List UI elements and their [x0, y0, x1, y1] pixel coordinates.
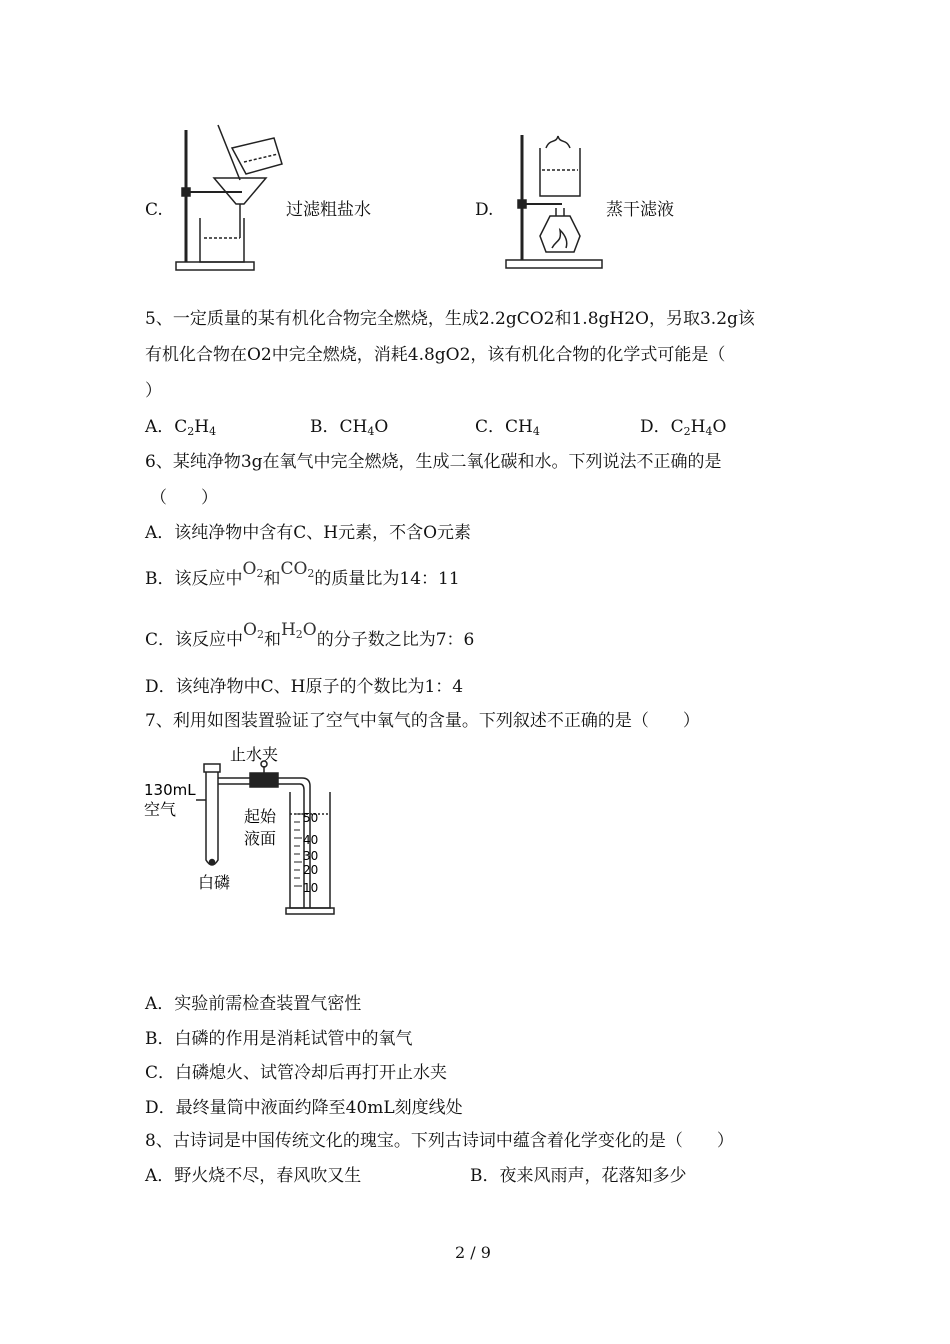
q6-option-b-o-sub: 2 [256, 567, 264, 580]
start-label-2: 液面 [244, 829, 277, 848]
q7-option-a: A．实验前需检查装置气密性 [145, 994, 362, 1014]
q5-line-1: 5、一定质量的某有机化合物完全燃烧，生成2.2gCO2和1.8gH2O，另取3.2g该 [145, 309, 755, 329]
q5-option-b-label: B． [310, 417, 340, 437]
q7-option-c: C．白磷熄火、试管冷却后再打开止水夹 [145, 1063, 448, 1083]
q5-option-a-sub: 2 [187, 425, 195, 438]
filtration-drawing [170, 120, 290, 280]
q5-option-a-label: A． [145, 417, 175, 437]
q6-option-b-co-sub: 2 [307, 567, 315, 580]
phosphorus-label: 白磷 [198, 873, 231, 892]
q7-option-d: D．最终量筒中液面约降至40mL刻度线处 [145, 1098, 463, 1118]
q6-option-c-h-sub: 2 [295, 628, 303, 641]
q5-option-b-sub: 4 [367, 425, 375, 438]
tick-label: 40 [303, 833, 319, 847]
q5-option-d-sub-2: 4 [705, 425, 713, 438]
q6-option-a: A．该纯净物中含有C、H元素，不含O元素 [145, 523, 472, 543]
q5-option-d [640, 416, 726, 443]
filtration-figure [170, 120, 290, 280]
q6-option-b-formula-co2 [280, 558, 314, 585]
q6-option-b-co: CO [280, 559, 308, 579]
q5-option-b-formula: CH [339, 417, 368, 437]
tick-label: 30 [303, 849, 319, 863]
q5-line-3: ） [145, 381, 162, 401]
q6-option-c [145, 620, 475, 656]
q6-option-c-and: 和 [263, 630, 281, 650]
q6-option-b-o: O [242, 559, 257, 579]
evaporation-drawing [500, 130, 610, 280]
air-label: 空气 [144, 800, 177, 819]
q5-line-2: 有机化合物在O2中完全燃烧，消耗4.8gO2，该有机化合物的化学式可能是（ [145, 345, 726, 365]
q6-option-c-h: H [280, 620, 296, 640]
q6-option-c-prefix: C．该反应中 [145, 630, 244, 650]
q6-option-b [145, 559, 460, 595]
start-label-1: 起始 [244, 807, 277, 826]
q5-option-a-formula-2: H [194, 417, 210, 437]
q6-option-b-prefix: B．该反应中 [145, 569, 243, 589]
q6-stem: 6、某纯净物3g在氧气中完全燃烧，生成二氧化碳和水。下列说法不正确的是 [145, 452, 722, 472]
q6-option-c-formula-o2 [243, 619, 264, 646]
q5-option-d-formula-3: O [712, 417, 727, 437]
q8-stem: 8、古诗词是中国传统文化的瑰宝。下列古诗词中蕴含着化学变化的是（ ） [145, 1131, 734, 1151]
option-d-letter: D. [475, 200, 494, 220]
option-c-caption: 过滤粗盐水 [286, 200, 371, 220]
q5-option-b-formula-2: O [374, 417, 389, 437]
q5-option-c-label: C． [475, 417, 506, 437]
q7-option-b: B．白磷的作用是消耗试管中的氧气 [145, 1029, 413, 1049]
q5-option-c-formula: CH [505, 417, 533, 437]
q5-option-a [145, 416, 216, 443]
tick-label: 20 [303, 863, 319, 877]
q5-option-d-formula: C [670, 417, 684, 437]
q6-option-c-o-sub: 2 [256, 628, 264, 641]
tick-label: 50 [303, 811, 319, 825]
page-number: 2 / 9 [455, 1243, 491, 1262]
q7-apparatus-figure [140, 740, 360, 920]
option-c-letter: C. [145, 200, 163, 220]
q5-option-a-sub-2: 4 [209, 425, 217, 438]
q6-option-d: D．该纯净物中C、H原子的个数比为1：4 [145, 677, 464, 697]
q5-option-a-formula: C [174, 417, 188, 437]
clamp-label: 止水夹 [230, 745, 279, 764]
q5-option-d-formula-2: H [690, 417, 706, 437]
q5-option-c [475, 416, 540, 443]
q6-option-c-h2o-o: O [302, 620, 317, 640]
volume-label: 130mL [144, 781, 196, 799]
q5-option-b [310, 416, 388, 443]
tick-label: 10 [303, 881, 319, 895]
q6-option-b-and: 和 [263, 569, 281, 589]
q6-option-b-formula-o2 [243, 558, 264, 585]
q5-option-d-sub: 2 [683, 425, 691, 438]
evaporation-figure [500, 130, 610, 280]
option-d-caption: 蒸干滤液 [606, 200, 674, 220]
q7-apparatus-drawing [140, 740, 360, 920]
q5-option-c-sub: 4 [532, 425, 540, 438]
q6-paren: （ ） [150, 488, 218, 508]
q6-option-c-formula-h2o [281, 619, 317, 646]
q6-option-b-suffix: 的质量比为14：11 [314, 569, 460, 589]
q5-option-d-label: D． [640, 417, 671, 437]
q7-stem: 7、利用如图装置验证了空气中氧气的含量。下列叙述不正确的是（ ） [145, 711, 700, 731]
q6-option-c-o: O [243, 620, 257, 640]
q8-option-a: A．野火烧不尽，春风吹又生 [145, 1166, 362, 1186]
q8-option-b: B．夜来风雨声，花落知多少 [470, 1166, 687, 1186]
q6-option-c-suffix: 的分子数之比为7：6 [316, 630, 475, 650]
